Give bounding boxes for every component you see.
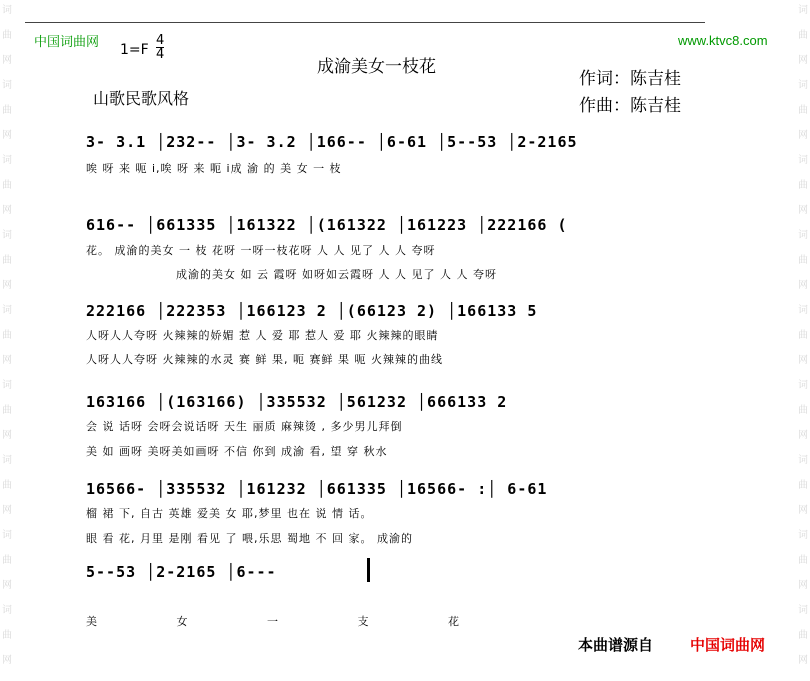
watermark-glyph: 曲 [2,555,12,566]
watermark-glyph: 词 [798,305,808,316]
score-line-3-lyric-2: 人呀人人夸呀 火辣辣的水灵 赛 鲜 果, 呃 赛鲜 果 呃 火辣辣的曲线 [86,353,443,366]
score-line-1-notes: 3- 3.1 │232-- │3- 3.2 │166-- │6-61 │5--53 │2-2165 [86,133,578,151]
watermark-glyph: 网 [2,130,12,141]
watermark-glyph: 词 [798,530,808,541]
meter-top: 4 [156,33,165,48]
watermark-glyph: 曲 [2,630,12,641]
score-line-1-lyric: 唉 呀 来 呃 i,唉 呀 来 呃 i成 渝 的 美 女 一 枝 [86,162,342,175]
score-line-3-lyric-1: 人呀人人夸呀 火辣辣的娇媚 惹 人 爱 耶 惹人 爱 耶 火辣辣的眼睛 [86,329,439,342]
source-site-link[interactable]: 中国词曲网 [690,636,766,654]
meter-bottom: 4 [156,47,165,62]
score-line-4-notes: 163166 │(163166) │335532 │561232 │666133 2 [86,393,508,411]
score-line-5-lyric-1: 榴 裙 下, 自古 英雄 爱美 女 耶,梦里 也在 说 情 话。 [86,507,373,520]
right-watermark [796,0,810,681]
time-signature [156,34,164,61]
watermark-glyph: 词 [798,380,808,391]
score-line-4-lyric-1: 会 说 话呀 会呀会说话呀 天生 丽质 麻辣烫 , 多少男儿拜倒 [86,420,403,433]
watermark-glyph: 词 [798,155,808,166]
score-line-3-notes: 222166 │222353 │166123 2 │(66123 2) │166133 5 [86,302,538,320]
watermark-glyph: 词 [798,5,808,16]
watermark-glyph: 曲 [798,30,808,41]
watermark-glyph: 网 [798,55,808,66]
watermark-glyph: 词 [798,230,808,241]
watermark-glyph: 曲 [2,405,12,416]
composer: 作曲：陈吉桂 [579,96,681,116]
watermark-glyph: 网 [798,130,808,141]
watermark-glyph: 网 [2,355,12,366]
watermark-glyph: 曲 [2,180,12,191]
final-barline [367,558,370,582]
score-line-6-notes: 5--53 │2-2165 │6--- [86,563,277,581]
watermark-glyph: 网 [2,430,12,441]
watermark-glyph: 网 [2,280,12,291]
watermark-glyph: 曲 [798,105,808,116]
watermark-glyph: 词 [798,605,808,616]
watermark-glyph: 词 [798,455,808,466]
watermark-glyph: 网 [798,355,808,366]
score-line-5-lyric-2: 眼 看 花, 月里 是刚 看见 了 喂,乐思 蜀地 不 回 家。 成渝的 [86,532,413,545]
watermark-glyph: 词 [798,80,808,91]
watermark-glyph: 网 [2,205,12,216]
score-line-4-lyric-2: 美 如 画呀 美呀美如画呀 不信 你到 成渝 看, 望 穿 秋水 [86,445,388,458]
score-line-5-notes: 16566- │335532 │161232 │661335 │16566- :│ 6-61 [86,480,548,498]
watermark-glyph: 网 [798,280,808,291]
watermark-glyph: 词 [2,5,12,16]
watermark-glyph: 曲 [798,630,808,641]
watermark-glyph: 词 [2,530,12,541]
watermark-glyph: 曲 [798,330,808,341]
watermark-glyph: 词 [2,455,12,466]
watermark-glyph: 曲 [798,480,808,491]
watermark-glyph: 网 [2,580,12,591]
watermark-glyph: 曲 [798,555,808,566]
watermark-glyph: 词 [2,605,12,616]
watermark-glyph: 曲 [2,480,12,491]
song-style: 山歌民歌风格 [93,89,190,108]
watermark-glyph: 曲 [798,255,808,266]
watermark-glyph: 曲 [798,180,808,191]
watermark-glyph: 词 [2,155,12,166]
watermark-glyph: 网 [798,430,808,441]
watermark-glyph: 词 [2,305,12,316]
song-title: 成渝美女一枝花 [317,57,436,77]
watermark-glyph: 网 [798,205,808,216]
key-signature: 1=F [120,42,149,58]
watermark-glyph: 曲 [2,255,12,266]
lyricist: 作词：陈吉桂 [579,69,681,89]
score-line-2-lyric-1: 花。 成渝的美女 一 枝 花呀 一呀一枝花呀 人 人 见了 人 人 夸呀 [86,244,436,257]
score-line-2-notes: 616-- │661335 │161322 │(161322 │161223 │222166 ( [86,216,568,234]
source-label: 本曲谱源自 [578,636,654,654]
left-watermark [0,0,14,681]
watermark-glyph: 词 [2,380,12,391]
score-line-6-lyric: 美 女 一 支 花 [86,615,497,628]
watermark-glyph: 网 [798,505,808,516]
watermark-glyph: 网 [2,655,12,666]
watermark-glyph: 词 [2,80,12,91]
watermark-glyph: 曲 [2,330,12,341]
site-logo-left[interactable]: 中国词曲网 [34,35,100,50]
watermark-glyph: 网 [2,55,12,66]
watermark-glyph: 网 [2,505,12,516]
watermark-glyph: 网 [798,655,808,666]
header-rule [25,22,705,23]
watermark-glyph: 网 [798,580,808,591]
watermark-glyph: 曲 [798,405,808,416]
watermark-glyph: 曲 [2,105,12,116]
site-url[interactable]: www.ktvc8.com [678,33,768,48]
watermark-glyph: 曲 [2,30,12,41]
watermark-glyph: 词 [2,230,12,241]
score-line-2-lyric-2: 成渝的美女 如 云 霞呀 如呀如云霞呀 人 人 见了 人 人 夸呀 [176,268,497,281]
